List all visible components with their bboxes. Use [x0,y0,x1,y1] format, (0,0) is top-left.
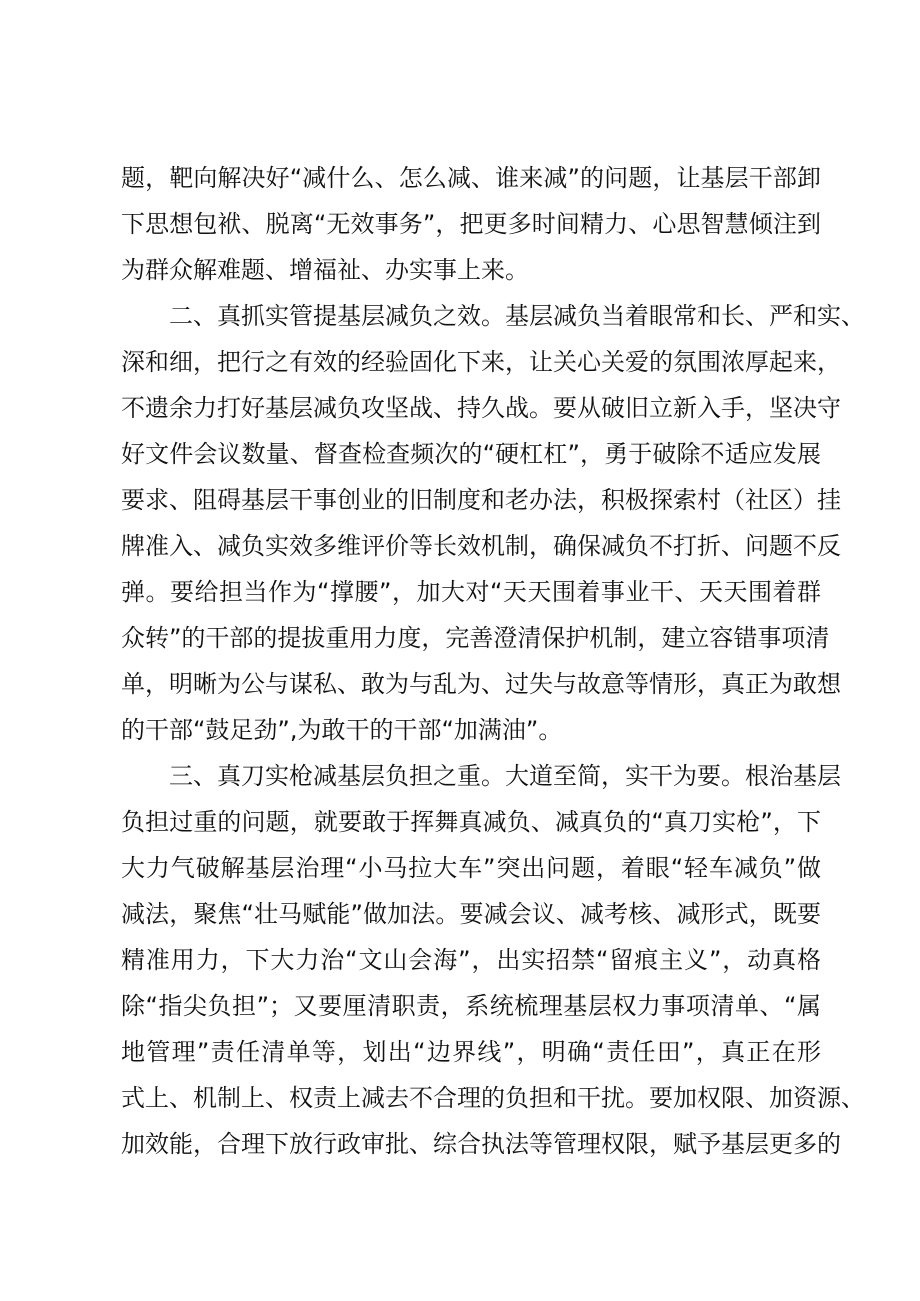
text-line: 牌准入、减负实效多维评价等长效机制，确保减负不打折、问题不反 [121,532,841,560]
section-heading-line: 二、真抓实管提基层减负之效。基层减负当着眼常和长、严和实、 [169,302,865,330]
text-line: 要求、阻碍基层干事创业的旧制度和老办法，积极探索村（社区）挂 [121,486,841,514]
section-heading-line: 三、真刀实枪减基层负担之重。大道至简，实干为要。根治基层 [169,762,841,790]
text-line: 除“指尖负担”；又要厘清职责，系统梳理基层权力事项清单、“属 [121,992,821,1020]
text-line: 的干部“鼓足劲”,为敢干的干部“加满油”。 [121,716,563,744]
text-line: 减法，聚焦“壮马赋能”做加法。要减会议、减考核、减形式，既要 [121,900,821,928]
document-body [121,155,865,1167]
text-line: 题，靶向解决好“减什么、怎么减、谁来减”的问题，让基层干部卸 [121,164,821,192]
text-line: 式上、机制上、权责上减去不合理的负担和干扰。要加权限、加资源、 [121,1084,865,1112]
text-line: 单，明晰为公与谋私、敢为与乱为、过失与故意等情形，真正为敢想 [121,670,841,698]
text-line: 负担过重的问题，就要敢于挥舞真减负、减真负的“真刀实枪”，下 [121,808,821,836]
text-line: 下思想包袱、脱离“无效事务”，把更多时间精力、心思智慧倾注到 [121,210,821,238]
text-line: 加效能，合理下放行政审批、综合执法等管理权限，赋予基层更多的 [121,1130,841,1158]
text-line: 深和细，把行之有效的经验固化下来，让关心关爱的氛围浓厚起来， [121,348,841,376]
paragraph [121,753,865,1167]
text-line: 大力气破解基层治理“小马拉大车”突出问题，着眼“轻车减负”做 [121,854,821,882]
text-line: 不遗余力打好基层减负攻坚战、持久战。要从破旧立新入手，坚决守 [121,394,841,422]
text-line: 地管理”责任清单等，划出“边界线”，明确“责任田”，真正在形 [121,1038,821,1066]
paragraph [121,293,865,753]
text-line: 弹。要给担当作为“撑腰”，加大对“天天围着事业干、天天围着群 [121,578,821,606]
paragraph [121,155,821,293]
text-line: 众转”的干部的提拔重用力度，完善澄清保护机制，建立容错事项清 [121,624,830,652]
text-line: 为群众解难题、增福祉、办实事上来。 [121,256,529,284]
text-line: 好文件会议数量、督查检查频次的“硬杠杠”，勇于破除不适应发展 [121,440,821,468]
text-line: 精准用力，下大力治“文山会海”，出实招禁“留痕主义”，动真格 [121,946,821,974]
